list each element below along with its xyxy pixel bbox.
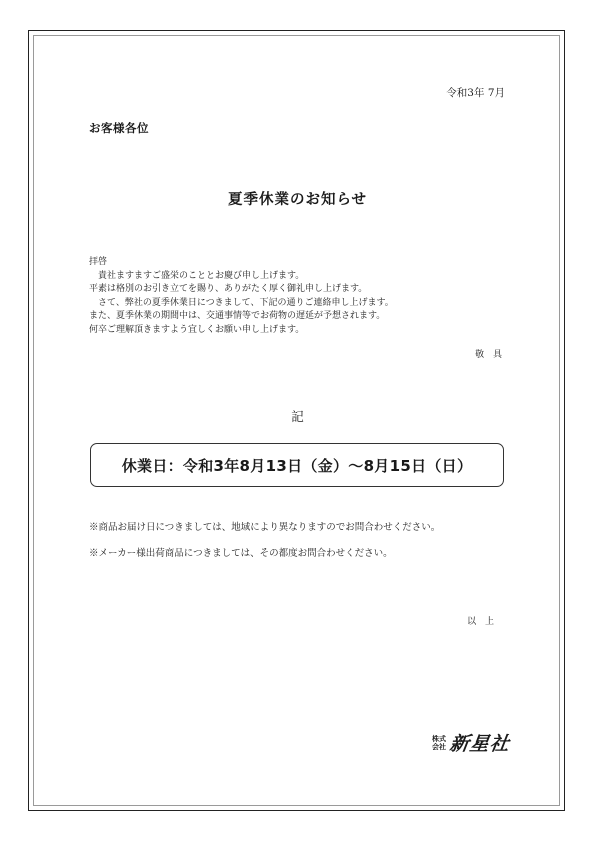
body-line: 何卒ご理解頂きますよう宜しくお願い申し上げます。 [89,324,305,335]
body-line: また、夏季休業の期間中は、交通事情等でお荷物の遅延が予想されます。 [89,311,386,322]
body-line: さて、弊社の夏季休業日につきまして、下記の通りご連絡申し上げます。 [89,297,394,308]
holiday-dates: 休業日：令和3年8月13日（金）～8月15日（日） [121,456,473,475]
ijo-ending: 以 上 [467,617,497,627]
maker-shipping-note: ※メーカー様出荷商品につきましては、その都度お問合わせください。 [89,548,393,559]
letter-body [89,256,394,338]
company-prefix-bottom: 会社 [431,742,446,751]
recipient-salutation: お客様各位 [89,121,149,135]
company-prefix [432,735,446,751]
delivery-note: ※商品お届け日につきましては、地域により異なりますのでお問合わせください。 [89,522,441,533]
body-line: 貴社ますますご盛栄のこととお慶び申し上げます。 [89,270,305,281]
company-prefix-top: 株式 [431,734,446,743]
ki-heading: 記 [291,409,304,424]
document-date: 令和3年 7月 [446,87,505,99]
closing-phrase: 敬 具 [475,350,505,360]
body-line: 拝啓 [89,257,108,267]
body-line: 平素は格別のお引き立てを賜り、ありがたく厚く御礼申し上げます。 [89,284,368,295]
holiday-box [90,443,504,487]
company-signature [432,729,510,756]
page-title: 夏季休業のお知らせ [227,192,368,208]
company-name: 新星社 [448,733,512,755]
